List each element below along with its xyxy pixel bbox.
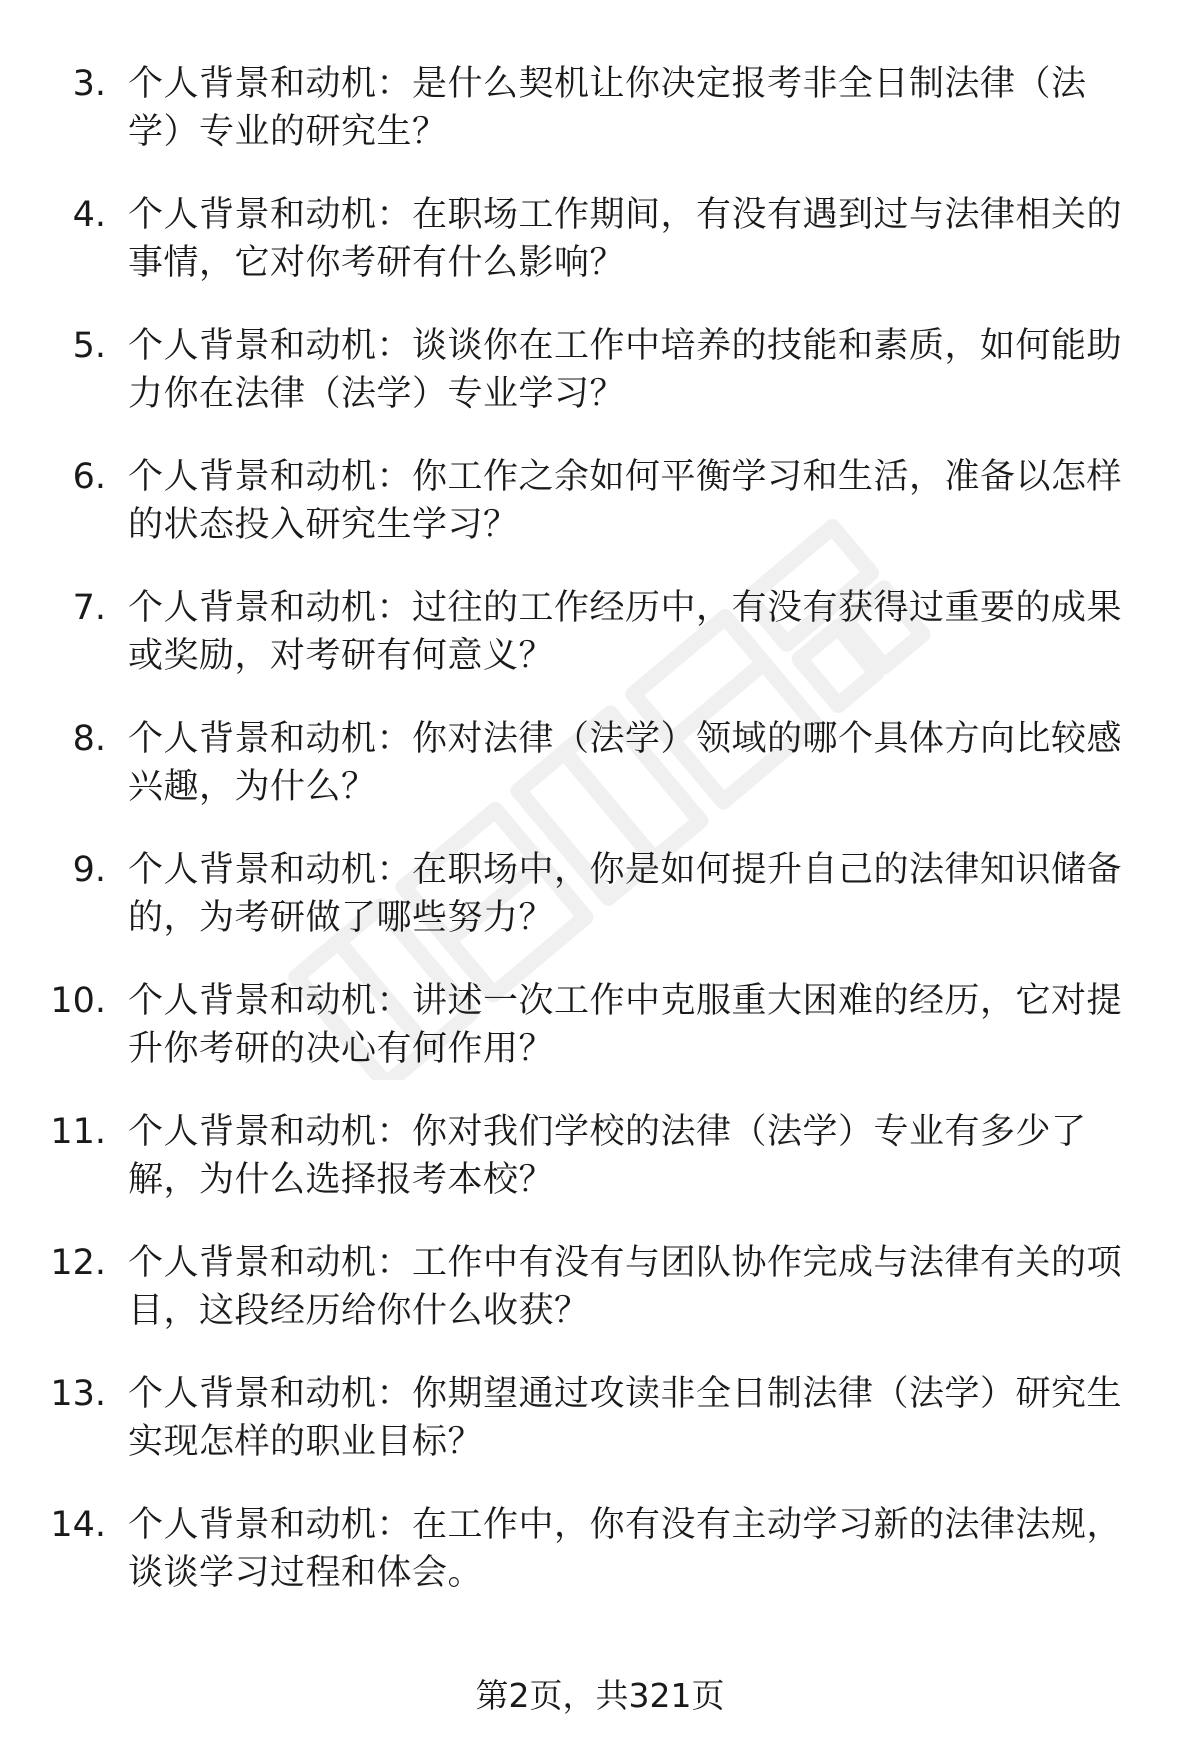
list-item xyxy=(0,60,1200,191)
list-item xyxy=(0,1370,1200,1501)
list-item xyxy=(0,1501,1200,1632)
question-text: 个人背景和动机：谈谈你在工作中培养的技能和素质，如何能助力你在法律（法学）专业学习？ xyxy=(128,326,1123,414)
question-number: 3. xyxy=(72,64,106,104)
question-number: 11. xyxy=(50,1112,106,1152)
question-number: 5. xyxy=(72,326,106,366)
question-number: 13. xyxy=(50,1374,106,1414)
list-item xyxy=(0,1108,1200,1239)
question-text: 个人背景和动机：你对我们学校的法律（法学）专业有多少了解，为什么选择报考本校？ xyxy=(128,1112,1087,1200)
list-item xyxy=(0,846,1200,977)
list-item xyxy=(0,322,1200,453)
question-number: 6. xyxy=(72,457,106,497)
list-item xyxy=(0,715,1200,846)
question-text: 个人背景和动机：过往的工作经历中，有没有获得过重要的成果或奖励，对考研有何意义？ xyxy=(128,588,1123,676)
question-number: 7. xyxy=(72,588,106,628)
question-text: 个人背景和动机：是什么契机让你决定报考非全日制法律（法学）专业的研究生？ xyxy=(128,64,1087,152)
question-number: 10. xyxy=(50,981,106,1021)
list-item xyxy=(0,1239,1200,1370)
page-number: 第2页，共321页 xyxy=(475,1676,725,1715)
question-text: 个人背景和动机：讲述一次工作中克服重大困难的经历，它对提升你考研的决心有何作用？ xyxy=(128,981,1123,1069)
question-text: 个人背景和动机：你对法律（法学）领域的哪个具体方向比较感兴趣，为什么？ xyxy=(128,719,1123,807)
question-text: 个人背景和动机：在职场工作期间，有没有遇到过与法律相关的事情，它对你考研有什么影响？ xyxy=(128,195,1123,283)
question-text: 个人背景和动机：你期望通过攻读非全日制法律（法学）研究生实现怎样的职业目标？ xyxy=(128,1374,1123,1462)
list-item xyxy=(0,453,1200,584)
question-text: 个人背景和动机：你工作之余如何平衡学习和生活，准备以怎样的状态投入研究生学习？ xyxy=(128,457,1123,545)
list-item xyxy=(0,191,1200,322)
list-item xyxy=(0,584,1200,715)
list-item xyxy=(0,977,1200,1108)
question-number: 8. xyxy=(72,719,106,759)
question-number: 9. xyxy=(72,850,106,890)
question-number: 14. xyxy=(50,1505,106,1545)
question-text: 个人背景和动机：在工作中，你有没有主动学习新的法律法规，谈谈学习过程和体会。 xyxy=(128,1505,1123,1593)
question-text: 个人背景和动机：工作中有没有与团队协作完成与法律有关的项目，这段经历给你什么收获？ xyxy=(128,1243,1123,1331)
question-number: 12. xyxy=(50,1243,106,1283)
question-text: 个人背景和动机：在职场中，你是如何提升自己的法律知识储备的，为考研做了哪些努力？ xyxy=(128,850,1123,938)
question-list xyxy=(0,60,1200,1632)
question-number: 4. xyxy=(72,195,106,235)
